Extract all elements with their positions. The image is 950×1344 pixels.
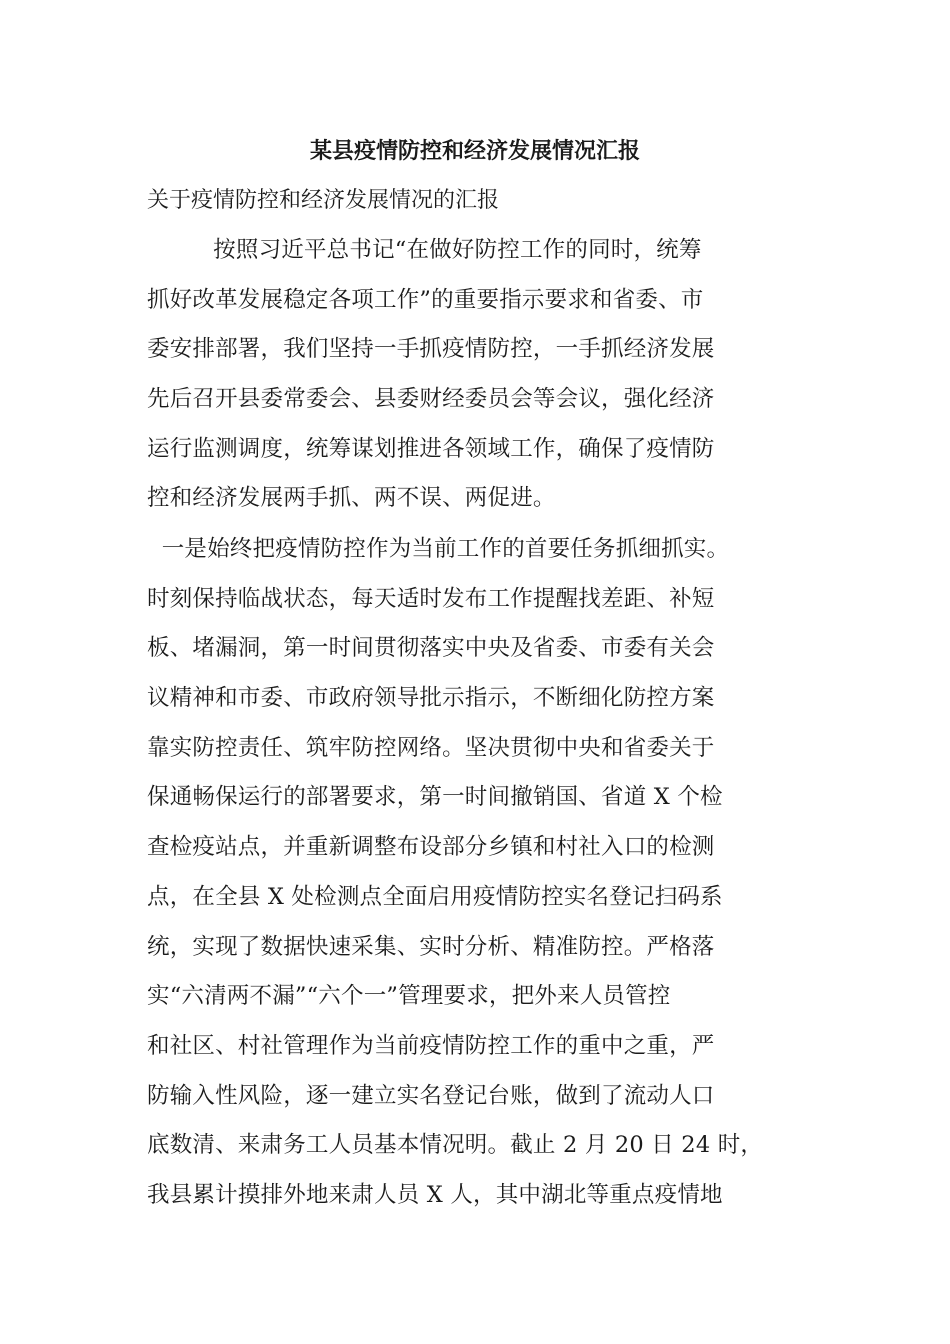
text-line: 查检疫站点，并重新调整布设部分乡镇和村社入口的检测 (147, 834, 715, 861)
paragraph-section-one (147, 525, 827, 1221)
text-line: 我县累计摸排外地来肃人员 X 人，其中湖北等重点疫情地 (147, 1181, 723, 1208)
text-line: 防输入性风险，逐一建立实名登记台账，做到了流动人口 (147, 1082, 715, 1109)
paragraph-intro (147, 226, 827, 524)
text-line: 和社区、村社管理作为当前疫情防控工作的重中之重，严 (147, 1032, 715, 1059)
text-line: 运行监测调度，统筹谋划推进各领域工作，确保了疫情防 (147, 435, 715, 462)
text-line: 实“六清两不漏”“六个一”管理要求，把外来人员管控 (147, 983, 671, 1010)
text-line: 时刻保持临战状态，每天适时发布工作提醒找差距、补短 (147, 585, 715, 612)
text-line: 委安排部署，我们坚持一手抓疫情防控，一手抓经济发展 (147, 336, 715, 363)
text-line: 抓好改革发展稳定各项工作”的重要指示要求和省委、市 (147, 286, 704, 313)
text-line: 底数清、来肃务工人员基本情况明。截止 2 月 20 日 24 时， (147, 1132, 764, 1159)
text-line: 控和经济发展两手抓、两不误、两促进。 (147, 485, 556, 512)
text-line: 统，实现了数据快速采集、实时分析、精准防控。严格落 (147, 933, 715, 960)
text-line: 靠实防控责任、筑牢防控网络。坚决贯彻中央和省委关于 (147, 734, 715, 761)
text-line: 按照习近平总书记“在做好防控工作的同时，统筹 (147, 237, 702, 263)
text-line: 议精神和市委、市政府领导批示指示，不断细化防控方案 (147, 685, 715, 712)
text-line: 一是始终把疫情防控作为当前工作的首要任务抓细抓实。 (147, 536, 730, 562)
text-line: 板、堵漏洞，第一时间贯彻落实中央及省委、市委有关会 (147, 635, 715, 662)
text-line: 先后召开县委常委会、县委财经委员会等会议，强化经济 (147, 386, 715, 413)
text-line: 保通畅保运行的部署要求，第一时间撤销国、省道 X 个检 (147, 784, 723, 811)
document-subtitle: 关于疫情防控和经济发展情况的汇报 (147, 188, 500, 213)
text-line: 点，在全县 X 处检测点全面启用疫情防控实名登记扫码系 (147, 883, 723, 910)
document-title: 某县疫情防控和经济发展情况汇报 (309, 138, 640, 164)
